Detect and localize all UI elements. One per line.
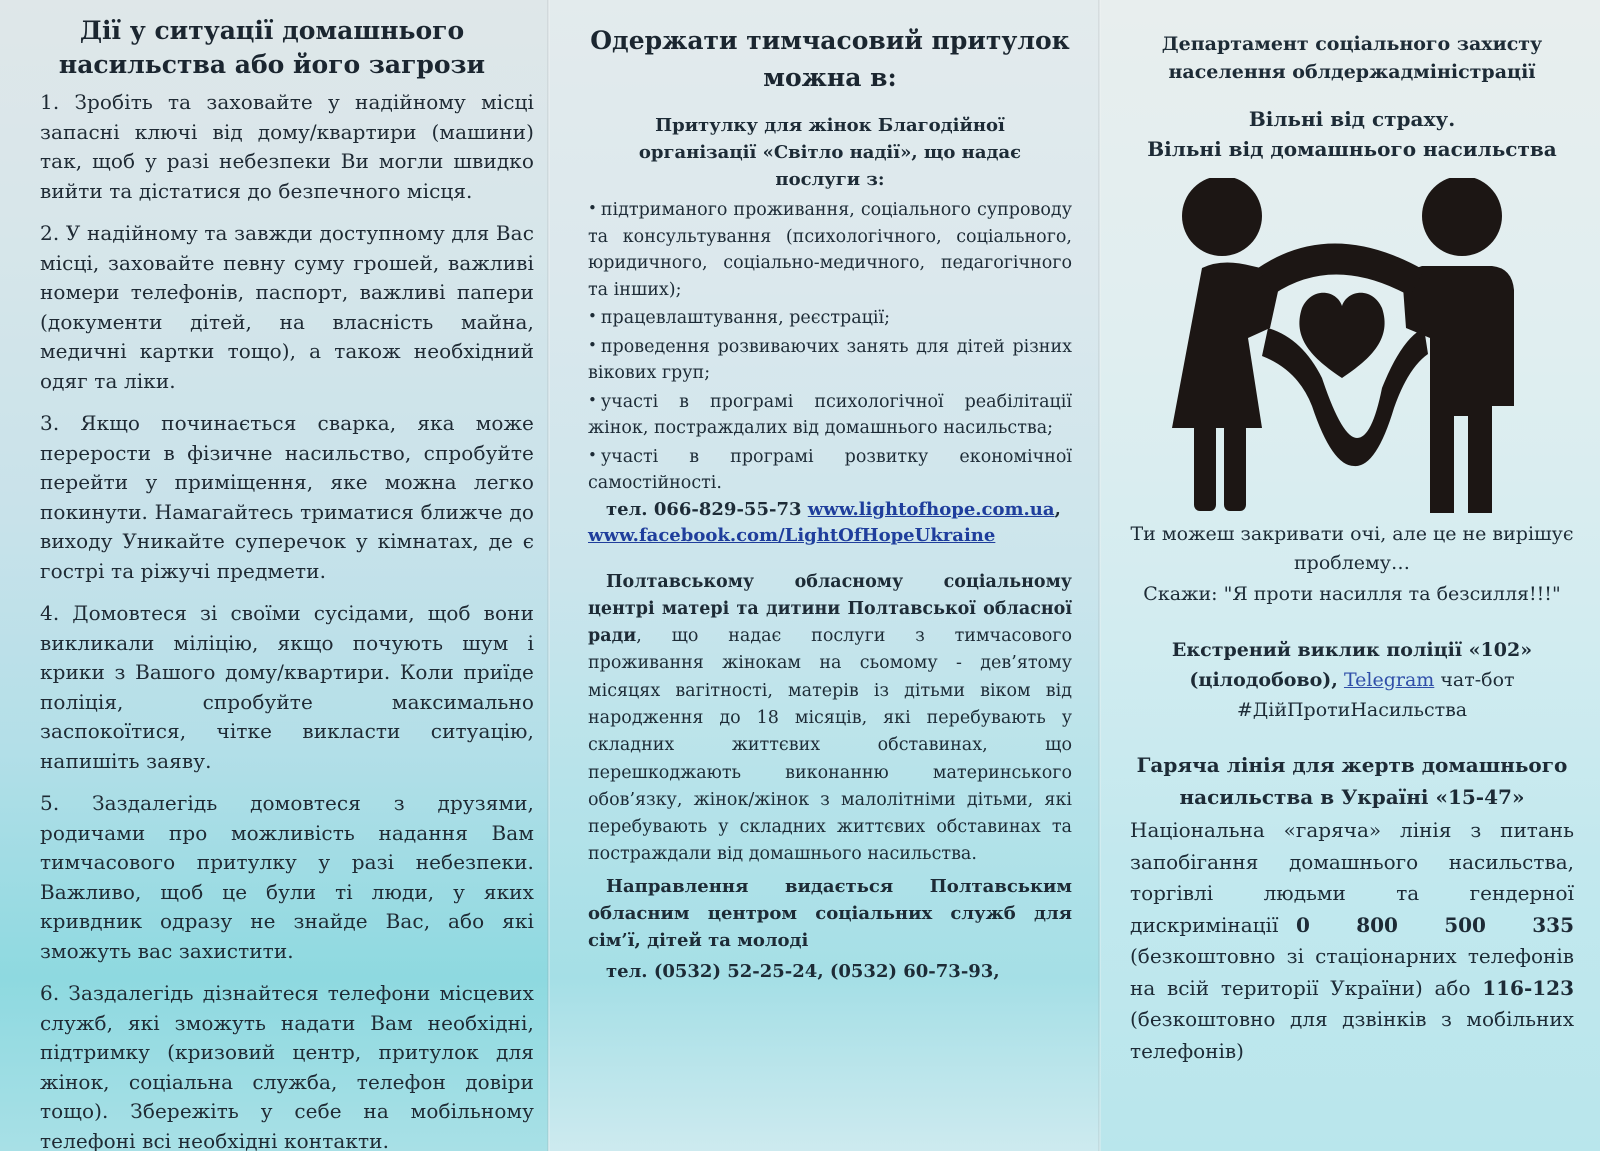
right-panel	[1100, 0, 1600, 1151]
fold-line	[1098, 0, 1101, 1151]
separator: ,	[1054, 498, 1061, 520]
fold-line	[547, 0, 550, 1151]
advice-paragraph-4: 4. Домовтеся зі своїми сусідами, щоб вони викликали міліцію, якщо почують шум і крики з Вашого дому/квартири. Коли приїде поліція, спробуйте максимально заспокоїтися, чітке викласти ситуацію, напишіть заяву.	[40, 601, 534, 773]
bullet-icon: •	[588, 199, 597, 217]
shelter-website-link[interactable]: www.lightofhope.com.ua	[807, 498, 1055, 520]
department-name: Департамент соціального захисту населення облдержадміністрації	[1161, 33, 1543, 83]
police-line-1: Екстрений виклик поліції «102»	[1171, 639, 1533, 661]
list-item: • проведення розвиваючих занять для дітей різних вікових груп;	[588, 335, 1072, 383]
center-name: Полтавському обласному соціальному центрі матері та дитини Полтавської обласної ради	[588, 571, 1072, 647]
middle-panel	[548, 0, 1100, 1151]
hotline-number-2: 116-123	[1482, 975, 1575, 1000]
quote-line-1: Ти можеш закривати очі, але це не вирішує проблему…	[1130, 523, 1574, 574]
advice-paragraph-6: 6. Заздалегідь дізнайтеся телефони місцевих служб, які зможуть надати Вам необхідні, підтримку (кризовий центр, притулок для жінок, соціальна служба, телефон довіри тощо). Збережіть у себе на мобільному телефоні всі необхідні контакти.	[40, 981, 534, 1151]
center-description	[588, 569, 1072, 869]
chatbot-label: чат-бот	[1434, 669, 1515, 691]
slogan	[1130, 104, 1574, 164]
facebook-line	[588, 523, 1072, 549]
slogan-line-1: Вільні від страху.	[1248, 107, 1456, 131]
hashtag: #ДійПротиНасильства	[1236, 699, 1468, 721]
list-item: • участі в програмі психологічної реабілітації жінок, постраждалих від домашнього насильства;	[588, 390, 1072, 438]
facebook-link[interactable]: www.facebook.com/LightOfHopeUkraine	[588, 524, 996, 546]
hotline-title: Гаряча лінія для жертв домашнього насильства в Україні «15-47»	[1136, 753, 1568, 809]
bullet-icon: •	[588, 445, 597, 464]
referral-text: Направлення видається Полтавським обласним центром соціальних служб для сім’ї, дітей та молоді	[588, 875, 1072, 952]
hotline-description	[1130, 815, 1574, 1067]
bullet-icon: •	[588, 307, 597, 325]
hotline-number-1: 0 800 500 335	[1296, 912, 1574, 937]
list-item: • працевлаштування, реєстрації;	[588, 307, 891, 328]
advice-paragraph-2: 2. У надійному та завжди доступному для Вас місці, заховайте певну суму грошей, важливі номери телефонів, паспорт, важливі папери (документи дітей, на власність майна, медичні картки тощо), а також необхідний одяг та ліки.	[40, 221, 534, 393]
center-phone: тел. (0532) 52-25-24, (0532) 60-73-93,	[606, 960, 1000, 982]
hotline-text-1: Національна «гаряча» лінія з питань запобігання домашнього насильства, торгівлі людьми та гендерної дискримінації	[1130, 818, 1574, 937]
middle-panel-title: Одержати тимчасовий притулок можна в:	[590, 26, 1070, 92]
left-panel-title: Дії у ситуації домашнього насильства або його загрози	[58, 16, 486, 79]
advice-paragraph-3: 3. Якщо починається сварка, яка може перерости в фізичне насильство, спробуйте перейти у приміщення, яке можна легко покинути. Намагайтесь триматися ближче до виходу Уникайте суперечок у кімнатах, де є гострі та ріжучі предмети.	[40, 411, 534, 583]
telegram-link[interactable]: Telegram	[1343, 669, 1435, 691]
couple-heart-icon	[1162, 178, 1542, 518]
center-text: , що надає послуги з тимчасового проживання жінокам на сьомому - дев’ятому місяцях вагітності, матерів із дітьми віком від народження до 18 місяців, які перебувають у складних життєвих обставинах, що перешкоджають виконанню материнського обов’язку, жінок/жінок з малолітніми дітьми, які перебувають у складних життєвих обставинах та постраждали від домашнього насильства.	[588, 626, 1072, 865]
advice-paragraph-5: 5. Заздалегідь домовтеся з друзями, родичами про можливість надання Вам тимчасового притулку у разі небезпеки. Важливо, щоб це були ті люди, у яких кривдник одразу не знайде Вас, або які зможуть вас захистити.	[40, 791, 534, 963]
advice-paragraph-1: 1. Зробіть та заховайте у надійному місці запасні ключі від дому/квартири (машини) так, щоб у разі небезпеки Ви могли швидко вийти та дістатися до безпечного місця.	[40, 90, 534, 203]
shelter-phone: тел. 066-829-55-73	[606, 498, 802, 520]
list-item: • підтриманого проживання, соціального супроводу та консультування (психологічного, соціального, юридичного, соціально-медичного, педагогічного та інших);	[588, 199, 1072, 300]
quote-line-2: Скажи: "Я проти насилля та безсилля!!!"	[1143, 583, 1561, 605]
slogan-line-2: Вільні від домашнього насильства	[1147, 137, 1557, 161]
police-info	[1130, 635, 1574, 725]
left-panel	[0, 0, 548, 1151]
hotline-text-2: (безкоштовно зі стаціонарних телефонів на всій території України) або	[1130, 944, 1574, 1000]
bullet-icon: •	[588, 390, 597, 409]
bullet-icon: •	[588, 335, 597, 354]
police-line-2: (цілодобово),	[1189, 669, 1338, 691]
services-list	[588, 195, 1072, 497]
hotline-text-3: (безкоштовно для дзвінків з мобільних телефонів)	[1130, 1007, 1574, 1063]
shelter-contact	[588, 497, 1072, 523]
list-item: • участі в програмі розвитку економічної самостійності.	[588, 445, 1072, 493]
shelter-title: Притулку для жінок Благодійної організації «Світло надії», що надає послуги з:	[638, 115, 1022, 190]
